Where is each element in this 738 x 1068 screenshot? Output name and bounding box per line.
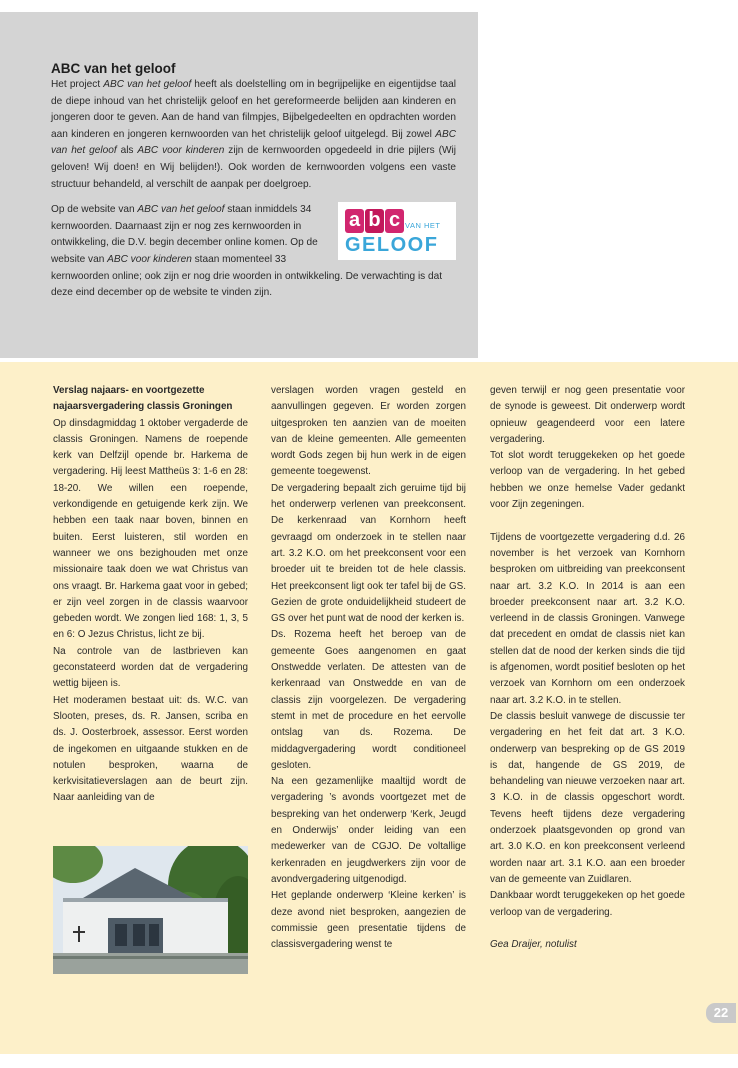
abc-van-het-geloof-logo bbox=[338, 202, 456, 260]
text-run: staan momenteel 33 kernwoorden online; ook zijn er nog drie woorden in ontwikkeling. De verwachting is dat deze eind december op de website te vinden zijn. bbox=[51, 253, 443, 299]
logo-van-het: VAN HET bbox=[405, 221, 441, 231]
text-run: Het project bbox=[51, 79, 104, 90]
intro-content bbox=[51, 61, 456, 302]
text-run: heeft als doelstelling om in begrijpelijke en eigentijdse taal de diepe inhoud van het christelijk geloof en het gereformeerde belijden aan kinderen en jongeren door te geven. Aan de hand van filmpjes, Bijbelgedeelten en opdrachten worden aan kinderen en jongeren kernwoorden van het christelijk geloof uitgelegd. Bij zowel bbox=[51, 79, 456, 140]
logo-geloof: GELOOF bbox=[345, 234, 439, 257]
article-paragraph: Na een gezamenlijke maaltijd wordt de vergadering ’s avonds voortgezet met de bespreking van het onderwerp ‘Kerk, Jeugd en Onderwijs’ onder leiding van een medewerker van de CGJO. De voltallige kerkenraden en jeugdwerkers zijn voor de avondvergadering uitgenodigd. bbox=[271, 776, 466, 885]
article-column-1 bbox=[53, 383, 248, 807]
article-signature: Gea Draijer, notulist bbox=[490, 939, 577, 951]
article-paragraph: verslagen worden vragen gesteld en aanvullingen gegeven. Er worden zorgen uitgesproken ten aanzien van de moeiten van de kleine gemeenten. Alle gemeenten wordt Gods zegen bij hun werk in de eigen gemeente toegewenst. bbox=[271, 385, 466, 478]
logo-letter-b: b bbox=[365, 209, 384, 233]
article-paragraph: De classis besluit vanwege de discussie ter vergadering en het feit dat art. 3 K.O. onderwerp van bespreking op de GS 2019 is dat, hangende de GS 2019, de behandeling van nieuwe verzoeken naar art. 3 K.O. in de classis opgeschort wordt. Tevens heeft tijdens deze vergadering onderzoek plaatsgevonden op grond van art. 3.0 K.O. en kon preekconsent verleend worden naar art. 3.1 K.O. aan een broeder van de gemeente van Zuidlaren. bbox=[490, 710, 685, 885]
intro-paragraph-1 bbox=[51, 77, 456, 193]
text-run: Op de website van bbox=[51, 204, 138, 216]
church-photo bbox=[53, 846, 248, 974]
italic-title-text: ABC van het geloof bbox=[51, 128, 456, 157]
text-run: zijn de kernwoorden opgedeeld in drie pijlers (Wij geloven! Wij doen! en Wij belijden!). Ook worden de kernwoorden volgens een vaste structuur behandeld, al verschilt de aanpak per doelgroep. bbox=[51, 145, 457, 190]
logo-letter-a: a bbox=[345, 209, 364, 233]
article-paragraph: De vergadering bepaalt zich geruime tijd bij het onderwerp verlenen van preekconsent. De kerkenraad van Kornhorn heeft gevraagd om onderzoek in te stellen naar art. 3.2 K.O. om het preekconsent voor een broeder uit te breiden tot de hele classis. Het preekconsent ligt ook ter tafel bij de GS. Gezien de grote onduidelijkheid studeert de GS over het punt wat de nood der kerken is. bbox=[271, 482, 466, 625]
intro-paragraph-2 bbox=[51, 202, 456, 302]
article-paragraph: geven terwijl er nog geen presentatie voor de synode is geweest. Dit onderwerp wordt opnieuw geagendeerd voor een latere vergadering. bbox=[490, 385, 685, 445]
italic-title-text: ABC van het geloof bbox=[137, 204, 225, 216]
italic-title-text: ABC voor kinderen bbox=[137, 145, 225, 157]
italic-title-text: ABC van het geloof bbox=[103, 79, 192, 90]
page-number-badge: 22 bbox=[706, 1003, 736, 1023]
logo-letter-c: c bbox=[385, 209, 404, 233]
article-paragraph: Tijdens de voortgezette vergadering d.d. 26 november is het verzoek van Kornhorn besproken om uitbreiding van preekconsent naar art. 3.2 K.O. In 2014 is aan een broeder preekconsent naar art. 3.2 K.O. verleend in de classis Groningen. Vanwege dat precedent en omdat de classis niet kan stellen dat de nood der kerken sinds die tijd is afgenomen, wordt positief besloten op het verzoek van Kornhorn om een onderzoek naar art. 3.2 K.O. in te stellen. bbox=[490, 531, 685, 706]
article-column-3 bbox=[490, 383, 685, 953]
intro-paragraph-2-block bbox=[51, 202, 456, 302]
article-title: Verslag najaars- en voortgezette najaarsvergadering classis Groningen bbox=[53, 385, 233, 413]
article-paragraph: Ds. Rozema heeft het beroep van de gemeente Goes aangenomen en gaat Onstwedde verlaten. De attesten van de kerkenraad van Onstwedde en van de classis zijn voorgelezen. De vergadering stemt in met de procedure en het eervolle ontslag van ds. Rozema. De middagvergadering wordt conditioneel gesloten. bbox=[271, 629, 466, 771]
text-run: staan inmiddels 34 kernwoorden. Daarnaast zijn er nog zes kernwoorden in ontwikkeling, die D.V. begin december online komen. Op de website van bbox=[51, 204, 318, 265]
paragraph-gap bbox=[490, 513, 685, 529]
article-paragraph: Op dinsdagmiddag 1 oktober vergaderde de classis Groningen. Namens de roepende kerk van Delfzijl opende br. Harkema de vergadering. Hij leest Mattheüs 3: 1-6 en 28: 18-20. We willen een roepende, verkondigende en getuigende kerk zijn. We hebben een taak naar boven, binnen en buiten. Eerst luisteren, stil worden en wanneer we ons bezighouden met onze missionaire taak doen we wat Christus van ons vraagt. Br. Harkema gaat voor in gebed; er zijn veel zorgen in de classis waarvoor gebeden wordt. We zongen lied 168: 1, 3, 5 en 6: O Jezus Christus, licht ze bij. bbox=[53, 417, 248, 641]
italic-title-text: ABC voor kinderen bbox=[107, 253, 192, 265]
article-column-2 bbox=[271, 383, 466, 953]
article-paragraph: Dankbaar wordt teruggekeken op het goede verloop van de vergadering. bbox=[490, 890, 685, 918]
article-paragraph: Het geplande onderwerp ‘Kleine kerken’ is deze avond niet besproken, aangezien de commissie geen presentatie tijdens de classisvergadering wenst te bbox=[271, 890, 466, 951]
article-paragraph: Het moderamen bestaat uit: ds. W.C. van Slooten, preses, ds. R. Jansen, scriba en ds. J. Oosterbroek, assessor. Eerst worden de ingekomen en uitgaande stukken en de notulen besproken, waarna de kerkvisitatieverslagen aan de beurt zijn. Naar aanleiding van de bbox=[53, 694, 248, 804]
article-paragraph: Tot slot wordt teruggekeken op het goede verloop van de vergadering. In het gebed hebben we onze hemelse Vader gedankt voor Zijn zegeningen. bbox=[490, 450, 685, 511]
text-run: als bbox=[116, 145, 138, 157]
intro-title: ABC van het geloof bbox=[51, 61, 176, 76]
paragraph-gap bbox=[490, 921, 685, 937]
intro-panel bbox=[0, 12, 478, 358]
article-paragraph: Na controle van de lastbrieven kan geconstateerd worden dat de vergadering wettig bijeen is. bbox=[53, 645, 248, 690]
